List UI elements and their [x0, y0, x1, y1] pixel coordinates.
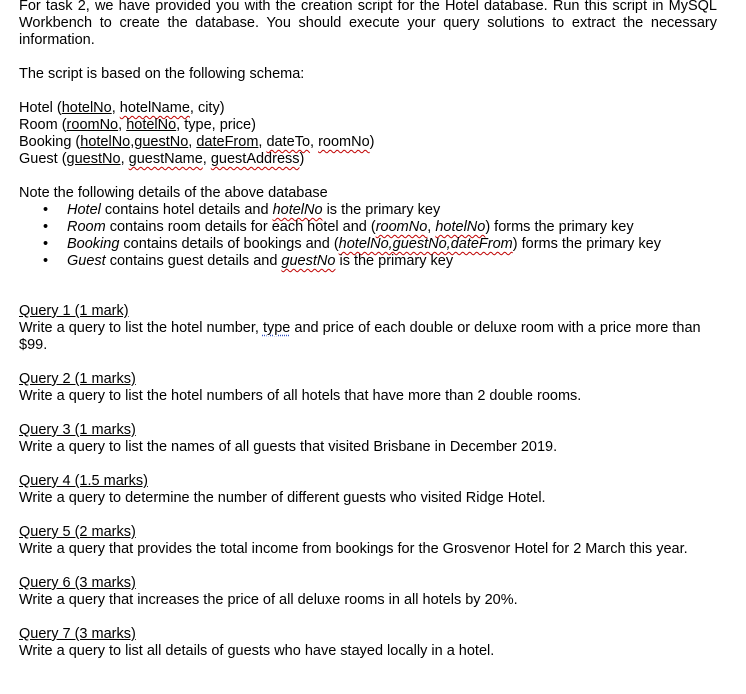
query-text: Write a query to list all details of guests who have stayed locally in a hotel.	[19, 643, 495, 659]
note-text-end: is the primary key	[335, 253, 454, 269]
schema-hotel-open: (	[52, 100, 62, 116]
schema-guest-close: )	[299, 151, 305, 167]
bullet-icon: •	[43, 253, 49, 269]
query-title: Query 6 (3 marks)	[19, 575, 136, 591]
schema-room-key2: hotelNo	[126, 117, 177, 133]
query-3	[19, 422, 717, 456]
schema-hotel-rest: , city)	[189, 100, 225, 116]
query-text: Write a query to determine the number of different guests who visited Ridge Hotel.	[19, 490, 546, 506]
query-title: Query 3 (1 marks)	[19, 422, 136, 438]
schema-hotel-name: Hotel	[19, 100, 53, 116]
list-item	[19, 219, 717, 236]
query-text-c: and price of each double or deluxe room with a price more than $99.	[19, 320, 701, 353]
note-key: roomNo	[375, 219, 428, 235]
list-item	[19, 236, 717, 253]
schema-booking-sep2: ,	[258, 134, 267, 150]
query-text-b: type	[262, 320, 291, 336]
schema-room-name: Room	[19, 117, 58, 133]
schema-booking-key1: hotelNo,guestNo	[80, 134, 189, 150]
query-title: Query 7 (3 marks)	[19, 626, 136, 642]
query-text: Write a query that provides the total income from bookings for the Grosvenor Hotel for 2 March this year.	[19, 541, 688, 557]
note-text-end: is the primary key	[322, 202, 441, 218]
bullet-icon: •	[43, 219, 49, 235]
schema-intro: The script is based on the following schema:	[19, 66, 305, 82]
schema-room-key1: roomNo	[66, 117, 119, 133]
query-title: Query 5 (2 marks)	[19, 524, 136, 540]
list-item	[19, 253, 717, 270]
schema-hotel	[19, 100, 717, 117]
schema-block	[19, 100, 717, 168]
notes-list	[19, 202, 717, 270]
schema-room-open: (	[57, 117, 67, 133]
bullet-icon: •	[43, 236, 49, 252]
query-title: Query 2 (1 marks)	[19, 371, 136, 387]
schema-hotel-sep: ,	[111, 100, 120, 116]
schema-booking-attr3: dateTo	[266, 134, 311, 150]
query-5	[19, 524, 717, 558]
schema-guest-sep1: ,	[120, 151, 129, 167]
note-key2: hotelNo	[435, 219, 486, 235]
schema-booking-name: Booking	[19, 134, 72, 150]
schema-guest-key: guestNo	[66, 151, 121, 167]
schema-guest-open: (	[57, 151, 67, 167]
schema-guest-name: Guest	[19, 151, 58, 167]
note-text-end: ) forms the primary key	[485, 219, 634, 235]
note-entity: Booking	[67, 236, 120, 252]
queries-section	[19, 303, 717, 660]
note-key: hotelNo	[272, 202, 323, 218]
schema-room-sep: ,	[118, 117, 127, 133]
schema-booking-close: )	[369, 134, 375, 150]
schema-booking-key2: dateFrom	[196, 134, 259, 150]
query-text	[19, 320, 717, 354]
query-7	[19, 626, 717, 660]
schema-room-rest: , type, price)	[176, 117, 256, 133]
query-text-a: Write a query to list the hotel number,	[19, 320, 263, 336]
schema-booking-attr4: roomNo	[318, 134, 370, 150]
schema-booking-sep3: ,	[310, 134, 319, 150]
schema-room	[19, 117, 717, 134]
note-text: contains details of bookings and (	[119, 236, 339, 252]
schema-hotel-key: hotelNo	[61, 100, 112, 116]
list-item	[19, 202, 717, 219]
schema-guest	[19, 151, 717, 168]
note-entity: Room	[67, 219, 106, 235]
query-text: Write a query that increases the price of all deluxe rooms in all hotels by 20%.	[19, 592, 518, 608]
intro-paragraph: For task 2, we have provided you with the creation script for the Hotel database. Run this script in MySQL Workbench to create the database. You should execute your query solutions to extract the necessary information.	[19, 0, 717, 48]
note-text-end: ) forms the primary key	[512, 236, 661, 252]
notes-intro: Note the following details of the above database	[19, 185, 328, 201]
schema-guest-attr1: guestName	[128, 151, 203, 167]
note-text: contains hotel details and	[100, 202, 273, 218]
schema-guest-sep2: ,	[202, 151, 211, 167]
note-text: contains guest details and	[105, 253, 282, 269]
query-1	[19, 303, 717, 354]
schema-booking-sep1: ,	[188, 134, 197, 150]
note-entity: Guest	[67, 253, 106, 269]
query-4	[19, 473, 717, 507]
note-key: hotelNo,guestNo,dateFrom	[338, 236, 513, 252]
schema-booking	[19, 134, 717, 151]
bullet-icon: •	[43, 202, 49, 218]
schema-hotel-attr: hotelName	[119, 100, 190, 116]
document-page	[19, 0, 717, 677]
note-sep: ,	[427, 219, 436, 235]
schema-booking-open: (	[71, 134, 81, 150]
query-title: Query 4 (1.5 marks)	[19, 473, 148, 489]
schema-guest-attr2: guestAddress	[210, 151, 300, 167]
query-text: Write a query to list the names of all guests that visited Brisbane in December 2019.	[19, 439, 558, 455]
query-title: Query 1 (1 mark)	[19, 303, 129, 319]
note-key: guestNo	[281, 253, 336, 269]
query-6	[19, 575, 717, 609]
note-text: contains room details for each hotel and (	[105, 219, 376, 235]
query-2	[19, 371, 717, 405]
note-entity: Hotel	[67, 202, 101, 218]
query-text: Write a query to list the hotel numbers of all hotels that have more than 2 double rooms.	[19, 388, 582, 404]
